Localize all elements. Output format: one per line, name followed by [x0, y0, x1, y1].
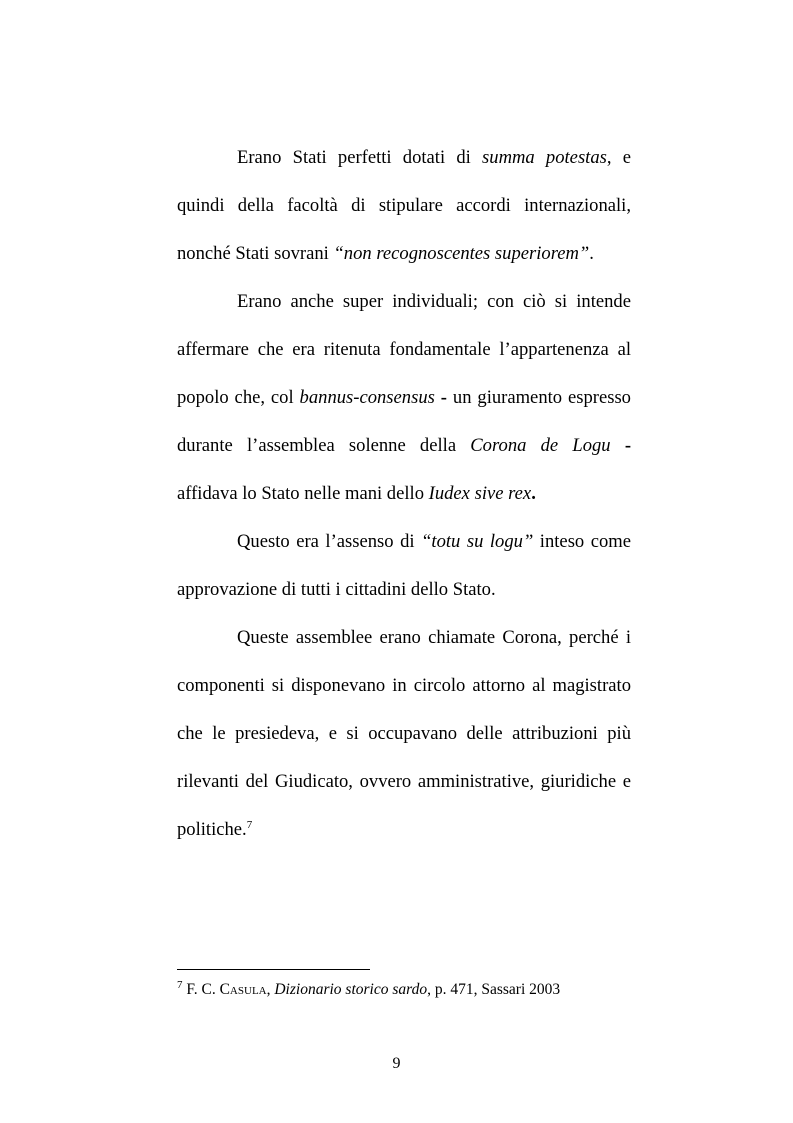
text-run: popolo che, col	[177, 387, 300, 408]
text-run: durante l’assemblea solenne della	[177, 435, 471, 456]
text-run: politiche.	[177, 819, 247, 840]
text-run: Erano Stati perfetti dotati di	[237, 147, 483, 168]
text-run: inteso come	[533, 531, 631, 552]
italic-quote: “totu su logu”	[421, 531, 534, 552]
footnote-author-surname: Casula	[219, 981, 267, 998]
footnote-reference: 7	[246, 818, 253, 831]
footnote-number: 7	[177, 978, 183, 991]
page-number: 9	[392, 1055, 401, 1072]
paragraph-4-line-4: rilevanti del Giudicato, ovvero amministrative, giuridiche e	[177, 771, 631, 792]
paragraph-2-line-3	[177, 387, 631, 409]
paragraph-4-line-2: componenti si disponevano in circolo attorno al magistrato	[177, 675, 631, 696]
text-run: un giuramento espresso	[452, 387, 631, 408]
footnote-separator	[177, 969, 370, 970]
italic-quote: “non recognoscentes superiorem”	[333, 243, 590, 264]
paragraph-1-line-3	[177, 243, 631, 265]
paragraph-3-line-1	[237, 531, 631, 553]
text-run: .	[589, 243, 594, 264]
footnote-details: , p. 471, Sassari 2003	[427, 981, 561, 998]
text-run: affidava lo Stato nelle mani dello	[177, 483, 429, 504]
paragraph-4-line-3: che le presiedeva, e si occupavano delle attribuzioni più	[177, 723, 631, 744]
footnote-title: Dizionario storico sardo	[274, 981, 428, 998]
paragraph-2-line-2: affermare che era ritenuta fondamentale l’appartenenza al	[177, 339, 631, 360]
paragraph-1-line-2: quindi della facoltà di stipulare accordi internazionali,	[177, 195, 631, 216]
italic-term: Corona de Logu	[470, 435, 611, 456]
bold-period: .	[531, 483, 536, 504]
paragraph-2-line-4	[177, 435, 631, 457]
italic-term: bannus-consensus	[299, 387, 435, 408]
text-run: nonché Stati sovrani	[177, 243, 334, 264]
bold-dash: -	[610, 435, 632, 456]
italic-term: summa potestas	[482, 147, 607, 168]
italic-term: Iudex sive rex	[428, 483, 532, 504]
paragraph-4-line-5	[177, 819, 631, 841]
footnote	[177, 980, 560, 1000]
text-run: , e	[606, 147, 631, 168]
footnote-author-initials: F. C.	[182, 981, 220, 998]
paragraph-4-line-1: Queste assemblee erano chiamate Corona, perché i	[237, 627, 631, 648]
bold-dash: -	[434, 387, 453, 408]
paragraph-2-line-1: Erano anche super individuali; con ciò si intende	[237, 291, 631, 312]
paragraph-2-line-5	[177, 483, 631, 505]
paragraph-3-line-2: approvazione di tutti i cittadini dello Stato.	[177, 579, 496, 600]
text-run: Questo era l’assenso di	[237, 531, 422, 552]
paragraph-1-line-1	[237, 147, 631, 169]
footnote-separator-text: ,	[266, 981, 275, 998]
